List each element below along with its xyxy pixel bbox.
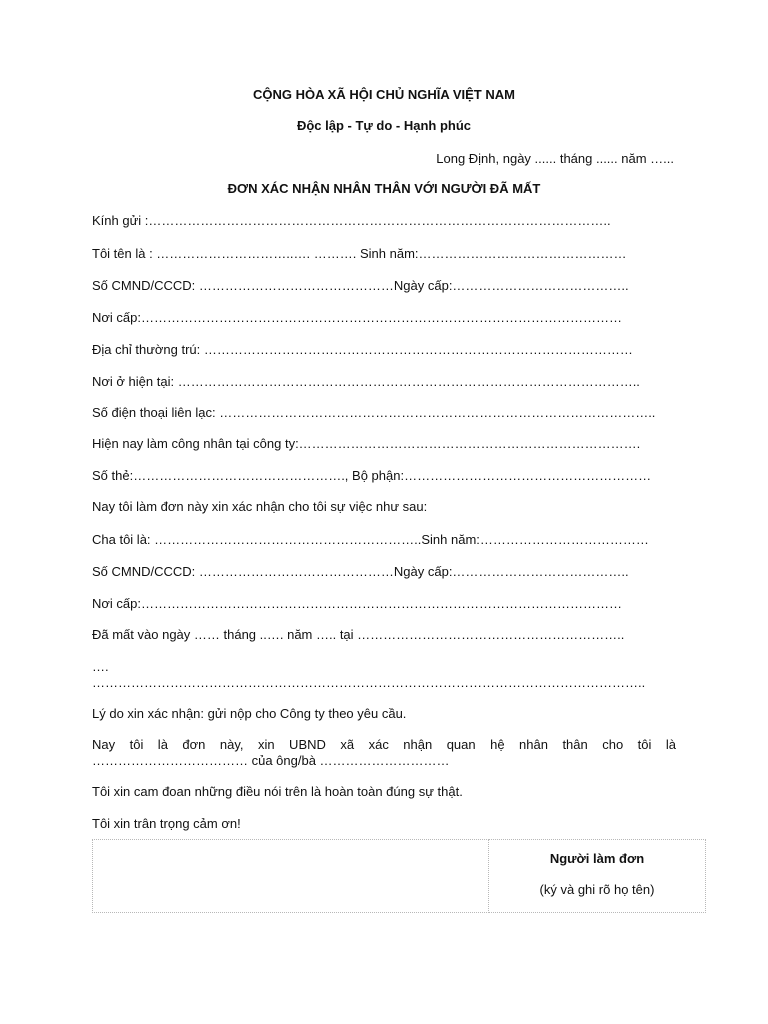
father-line: Cha tôi là: ……………………………………………………..Sinh năm:………………………………… [92,532,649,547]
continuation-line-2: ……………………………………………………………………………………………………………….. [92,675,646,690]
document-title: ĐƠN XÁC NHẬN NHÂN THÂN VỚI NGƯỜI ĐÃ MẤT [227,181,541,196]
thanks-line: Tôi xin trân trọng cảm ơn! [92,816,241,831]
issue-place-line: Nơi cấp:………………………………………………………………………………………………… [92,310,622,325]
permanent-address-line: Địa chỉ thường trú: ……………………………………………………………………………………… [92,342,633,357]
signature-table [92,839,706,913]
request-intro-line: Nay tôi làm đơn này xin xác nhận cho tôi sự việc như sau: [92,499,428,514]
commitment-line: Tôi xin cam đoan những điều nói trên là hoàn toàn đúng sự thật. [92,784,463,799]
continuation-line-1: …. [92,659,109,674]
father-id-line: Số CMND/CCCD: ………………………………………Ngày cấp:………………………………….. [92,564,629,579]
company-line: Hiện nay làm công nhân tại công ty:……………………………………………………………………. [92,436,641,451]
relationship-paragraph [92,737,676,769]
father-issue-place-line: Nơi cấp:………………………………………………………………………………………………… [92,596,622,611]
death-date-line: Đã mất vào ngày …… tháng ..…. năm ….. tại …………………………………………………….. [92,627,625,642]
signature-title: Người làm đơn [549,851,645,866]
current-address-line: Nơi ở hiện tại: …………………………………………………………………………………………….. [92,374,640,389]
phone-line: Số điện thoại liên lạc: ……………………………………………………………………………………….. [92,405,656,420]
relationship-line-1: Nay tôi là đơn này, xin UBND xã xác nhận quan hệ nhân thân cho tôi là [92,737,676,752]
country-header: CỘNG HÒA XÃ HỘI CHỦ NGHĨA VIỆT NAM [253,87,515,102]
card-department-line: Số thẻ:…………………………………………., Bộ phận:………………………………………………… [92,468,652,483]
reason-line: Lý do xin xác nhận: gửi nộp cho Công ty theo yêu cầu. [92,706,407,721]
id-number-line: Số CMND/CCCD: ………………………………………Ngày cấp:………………………………….. [92,278,629,293]
relationship-line-2: ……………………………… của ông/bà ………………………… [92,753,450,768]
signature-left-cell [93,840,489,913]
recipient-line: Kính gửi :…………………………………………………………………………………………….. [92,213,611,228]
motto: Độc lập - Tự do - Hạnh phúc [296,118,472,133]
place-date: Long Định, ngày ...... tháng ...... năm …... [436,151,674,166]
name-line: Tôi tên là : …………………………..…. ………. Sinh năm:………………………………………… [92,246,627,261]
signature-note: (ký và ghi rõ họ tên) [539,882,655,897]
signature-cell [489,840,706,913]
